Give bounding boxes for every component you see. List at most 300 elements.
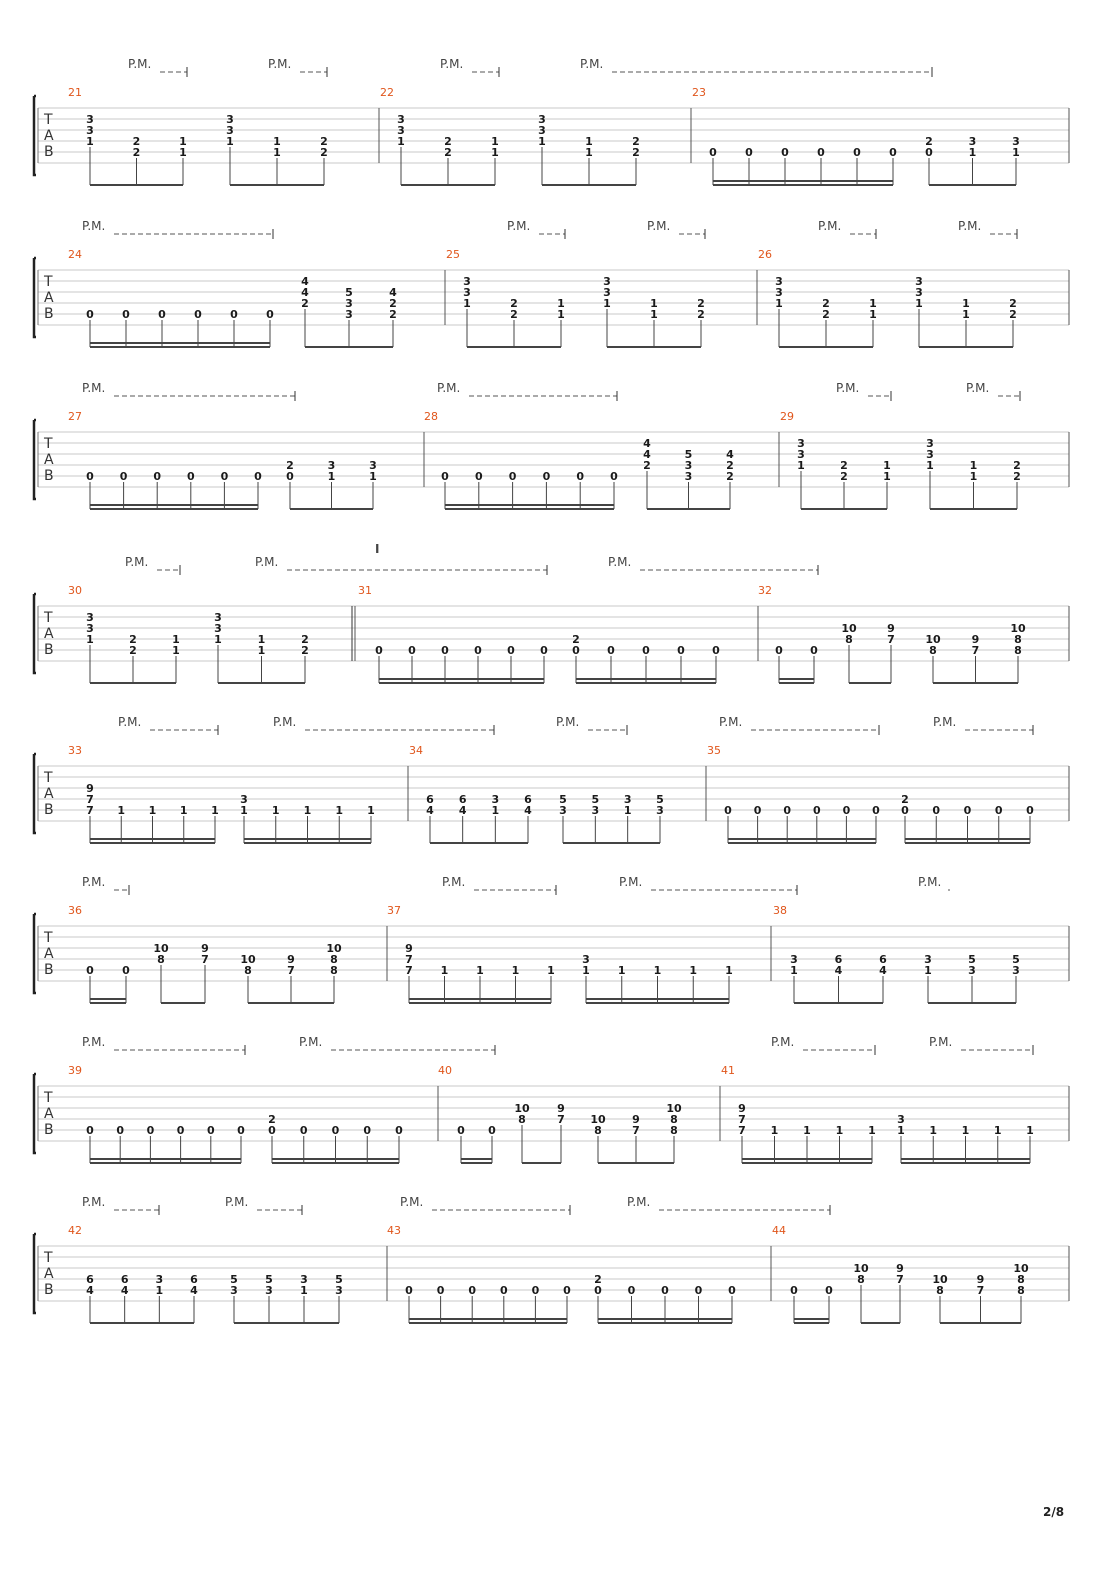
measure-number: 36 [68,904,82,917]
tab-system [34,1035,1069,1163]
fret-number: 2 [129,633,137,646]
fret-number: 0 [694,1284,703,1297]
fret-number: 3 [603,286,611,299]
fret-number: 0 [230,308,238,321]
measure-number: 28 [424,410,438,423]
fret-number: 10 [1013,1262,1029,1275]
fret-number: 9 [201,942,209,955]
fret-number: 1 [962,308,970,321]
fret-number: 8 [1014,633,1022,646]
fret-number: 5 [230,1273,238,1286]
fret-number: 10 [1010,622,1026,635]
fret-number: 8 [670,1113,678,1126]
measure-number: 23 [692,86,706,99]
fret-number: 0 [331,1124,340,1137]
fret-number: 2 [822,308,830,321]
fret-number: 1 [271,804,280,817]
tab-clef-letter: A [44,626,54,642]
fret-number: 9 [557,1102,565,1115]
fret-number: 7 [557,1113,565,1126]
fret-number: 0 [436,1284,445,1297]
fret-number: 0 [775,644,783,657]
fret-number: 2 [901,793,909,806]
tab-system [34,1195,1069,1323]
tab-clef-letter: B [44,1122,54,1138]
fret-number: 2 [510,297,518,310]
fret-number: 0 [405,1284,413,1297]
palm-mute-label: P.M. [719,715,743,729]
fret-number: 9 [632,1113,640,1126]
palm-mute-label: P.M. [82,219,106,233]
measure-number: 42 [68,1224,82,1237]
palm-mute-label: P.M. [556,715,580,729]
fret-number: 3 [538,113,546,126]
fret-number: 3 [591,804,600,817]
system-bracket [34,96,36,175]
fret-number: 8 [330,953,338,966]
fret-number: 4 [458,804,467,817]
measure-number: 35 [707,744,721,757]
fret-number: 1 [585,146,593,159]
fret-number: 1 [117,804,126,817]
fret-number: 1 [868,1124,876,1137]
tab-clef-letter: T [44,436,53,452]
fret-number: 2 [1013,459,1021,472]
fret-number: 9 [971,633,980,646]
fret-number: 0 [507,644,515,657]
fret-number: 3 [684,459,693,472]
tab-system [34,381,1069,509]
fret-number: 1 [211,804,219,817]
fret-number: 3 [226,113,234,126]
fret-number: 0 [268,1124,276,1137]
tab-system [34,57,1069,185]
fret-number: 2 [594,1273,602,1286]
fret-number: 4 [86,1284,94,1297]
fret-number: 2 [132,135,141,148]
measure-number: 32 [758,584,772,597]
fret-number: 10 [153,942,169,955]
fret-number: 0 [572,644,580,657]
palm-mute-label: P.M. [966,381,990,395]
measure-number: 39 [68,1064,82,1077]
fret-number: 1 [257,633,266,646]
fret-number: 4 [879,964,887,977]
measure-number: 40 [438,1064,452,1077]
fret-number: 1 [300,1284,308,1297]
fret-number: 3 [968,964,976,977]
fret-number: 1 [440,964,449,977]
fret-number: 10 [932,1273,948,1286]
fret-number: 1 [929,1124,938,1137]
fret-number: 2 [840,470,848,483]
fret-number: 0 [508,470,517,483]
fret-number: 4 [389,286,397,299]
fret-number: 3 [327,459,336,472]
fret-number: 3 [397,124,405,137]
fret-number: 8 [1017,1273,1025,1286]
fret-number: 1 [491,146,499,159]
tab-clef-letter: B [44,1282,54,1298]
fret-number: 1 [273,135,281,148]
fret-number: 1 [155,1284,164,1297]
fret-number: 9 [86,782,94,795]
fret-number: 9 [405,942,413,955]
palm-mute-label: P.M. [255,555,279,569]
fret-number: 0 [395,1124,403,1137]
fret-number: 0 [254,470,262,483]
fret-number: 7 [896,1273,904,1286]
fret-number: 5 [591,793,600,806]
fret-number: 7 [738,1113,746,1126]
fret-number: 0 [122,964,130,977]
fret-number: 1 [226,135,234,148]
fret-number: 0 [677,644,685,657]
fret-number: 3 [623,793,632,806]
fret-number: 1 [179,804,188,817]
fret-number: 2 [301,644,309,657]
fret-number: 0 [542,470,551,483]
measure-number: 25 [446,248,460,261]
fret-number: 3 [463,286,471,299]
fret-number: 9 [896,1262,904,1275]
fret-number: 8 [518,1113,526,1126]
fret-number: 2 [1009,308,1017,321]
fret-number: 3 [968,135,977,148]
tab-clef-letter: A [44,452,54,468]
measure-number: 21 [68,86,82,99]
fret-number: 4 [301,286,309,299]
system-bracket [34,1074,36,1153]
fret-number: 0 [724,804,732,817]
fret-number: 2 [320,135,328,148]
fret-number: 0 [853,146,861,159]
fret-number: 0 [781,146,789,159]
fret-number: 1 [369,470,377,483]
fret-number: 1 [303,804,312,817]
tab-system [34,219,1069,347]
palm-mute-label: P.M. [82,1035,106,1049]
tab-clef-letter: B [44,962,54,978]
fret-number: 8 [670,1124,678,1137]
fret-number: 4 [120,1284,129,1297]
palm-mute-label: P.M. [627,1195,651,1209]
fret-number: 3 [797,437,805,450]
fret-number: 0 [817,146,825,159]
fret-number: 6 [426,793,434,806]
fret-number: 5 [335,1273,343,1286]
fret-number: 5 [684,448,693,461]
fret-number: 0 [642,644,650,657]
fret-number: 4 [426,804,434,817]
fret-number: 0 [610,470,618,483]
measure-number: 38 [773,904,787,917]
fret-number: 8 [594,1124,602,1137]
fret-number: 1 [993,1124,1002,1137]
fret-number: 8 [845,633,853,646]
fret-number: 10 [240,953,256,966]
fret-number: 0 [286,470,294,483]
fret-number: 1 [86,633,94,646]
fret-number: 8 [1014,644,1022,657]
fret-number: 6 [86,1273,94,1286]
fret-number: 1 [582,964,590,977]
fret-number: 0 [86,308,94,321]
palm-mute-label: P.M. [82,875,106,889]
fret-number: 8 [157,953,165,966]
fret-number: 7 [405,953,413,966]
fret-number: 10 [666,1102,682,1115]
fret-number: 1 [86,135,94,148]
fret-number: 1 [915,297,923,310]
fret-number: 0 [499,1284,508,1297]
measure-number: 41 [721,1064,735,1077]
fret-number: 0 [531,1284,540,1297]
fret-number: 3 [300,1273,308,1286]
palm-mute-label: P.M. [619,875,643,889]
fret-number: 8 [929,644,937,657]
fret-number: 2 [572,633,580,646]
palm-mute-label: P.M. [118,715,142,729]
tab-clef-letter: B [44,468,54,484]
fret-number: 0 [563,1284,571,1297]
fret-number: 1 [257,644,266,657]
fret-number: 0 [812,804,821,817]
fret-number: 1 [883,459,891,472]
fret-number: 8 [330,964,338,977]
fret-number: 1 [585,135,593,148]
tab-clef-letter: T [44,930,53,946]
fret-number: 2 [389,308,397,321]
fret-number: 4 [301,275,309,288]
tab-clef-letter: B [44,642,54,658]
fret-number: 2 [632,146,640,159]
fret-number: 7 [738,1124,746,1137]
fret-number: 3 [775,275,783,288]
tab-clef-letter: T [44,770,53,786]
fret-number: 1 [491,135,499,148]
fret-number: 2 [389,297,397,310]
fret-number: 6 [120,1273,129,1286]
fret-number: 6 [458,793,467,806]
fret-number: 3 [538,124,546,137]
tab-clef-letter: A [44,786,54,802]
palm-mute-label: P.M. [440,57,464,71]
fret-number: 1 [148,804,157,817]
fret-number: 1 [689,964,698,977]
palm-mute-label: P.M. [818,219,842,233]
fret-number: 0 [889,146,897,159]
fret-number: 1 [335,804,344,817]
fret-number: 3 [214,622,222,635]
palm-mute-label: P.M. [268,57,292,71]
fret-number: 5 [559,793,567,806]
measure-number: 43 [387,1224,401,1237]
fret-number: 3 [603,275,611,288]
fret-number: 3 [790,953,798,966]
fret-number: 4 [190,1284,198,1297]
fret-number: 1 [924,964,932,977]
fret-number: 0 [237,1124,245,1137]
fret-number: 6 [879,953,887,966]
fret-number: 6 [190,1273,198,1286]
fret-number: 3 [265,1284,273,1297]
fret-number: 1 [803,1124,811,1137]
tab-clef-letter: T [44,1250,53,1266]
fret-number: 0 [468,1284,477,1297]
fret-number: 0 [86,1124,94,1137]
fret-number: 7 [976,1284,985,1297]
measure-number: 34 [409,744,423,757]
fret-number: 0 [709,146,717,159]
fret-number: 8 [244,964,252,977]
fret-number: 1 [476,964,484,977]
tab-clef-letter: T [44,610,53,626]
fret-number: 1 [273,146,281,159]
measure-number: 44 [772,1224,786,1237]
measure-number: 27 [68,410,82,423]
fret-number: 9 [287,953,295,966]
fret-number: 3 [86,113,94,126]
tab-clef-letter: T [44,1090,53,1106]
fret-number: 0 [176,1124,185,1137]
fret-number: 0 [408,644,416,657]
measure-number: 22 [380,86,394,99]
fret-number: 1 [775,297,783,310]
fret-number: 7 [86,793,94,806]
fret-number: 1 [797,459,805,472]
fret-number: 3 [924,953,932,966]
fret-number: 4 [643,437,651,450]
measure-number: 30 [68,584,82,597]
fret-number: 0 [441,644,449,657]
fret-number: 0 [745,146,753,159]
fret-number: 0 [810,644,818,657]
fret-number: 2 [268,1113,276,1126]
fret-number: 9 [887,622,895,635]
fret-number: 1 [214,633,222,646]
palm-mute-label: P.M. [437,381,461,395]
fret-number: 0 [825,1284,833,1297]
fret-number: 0 [488,1124,496,1137]
page-number: 2/8 [1043,1505,1065,1519]
fret-number: 10 [326,942,342,955]
palm-mute-label: P.M. [125,555,149,569]
fret-number: 1 [962,297,970,310]
fret-number: 3 [214,611,222,624]
fret-number: 0 [186,470,195,483]
fret-number: 7 [405,964,413,977]
fret-number: 0 [872,804,880,817]
fret-number: 0 [206,1124,215,1137]
system-bracket [34,914,36,993]
fret-number: 0 [474,470,483,483]
fret-number: 3 [335,1284,343,1297]
fret-number: 2 [132,146,141,159]
fret-number: 1 [538,135,546,148]
fret-number: 0 [441,470,449,483]
fret-number: 0 [86,470,94,483]
fret-number: 0 [932,804,941,817]
palm-mute-label: P.M. [771,1035,795,1049]
fret-number: 3 [897,1113,905,1126]
fret-number: 0 [457,1124,465,1137]
fret-number: 1 [653,964,662,977]
fret-number: 1 [603,297,611,310]
fret-number: 0 [299,1124,308,1137]
fret-number: 2 [822,297,830,310]
measure-number: 26 [758,248,772,261]
fret-number: 6 [834,953,843,966]
palm-mute-label: P.M. [580,57,604,71]
fret-number: 2 [320,146,328,159]
fret-number: 2 [632,135,640,148]
fret-number: 0 [576,470,585,483]
palm-mute-label: P.M. [958,219,982,233]
measure-number: 24 [68,248,82,261]
fret-number: 2 [840,459,848,472]
fret-number: 3 [86,611,94,624]
fret-number: 1 [835,1124,844,1137]
palm-mute-label: P.M. [82,381,106,395]
fret-number: 1 [557,308,565,321]
fret-number: 0 [712,644,720,657]
fret-number: 9 [976,1273,985,1286]
measure-number: 29 [780,410,794,423]
palm-mute-label: P.M. [442,875,466,889]
fret-number: 4 [834,964,843,977]
palm-mute-label: P.M. [299,1035,323,1049]
fret-number: 8 [1017,1284,1025,1297]
system-bracket [34,594,36,673]
fret-number: 1 [869,297,877,310]
palm-mute-label: P.M. [918,875,942,889]
fret-number: 0 [86,964,94,977]
fret-number: 1 [511,964,520,977]
fret-number: 0 [146,1124,155,1137]
palm-mute-label: P.M. [273,715,297,729]
fret-number: 3 [559,804,567,817]
fret-number: 0 [119,470,128,483]
fret-number: 1 [240,804,248,817]
fret-number: 1 [172,633,180,646]
fret-number: 0 [116,1124,125,1137]
fret-number: 0 [594,1284,602,1297]
fret-number: 0 [661,1284,669,1297]
fret-number: 0 [220,470,229,483]
fret-number: 0 [842,804,851,817]
fret-number: 3 [582,953,590,966]
tab-clef-letter: B [44,144,54,160]
fret-number: 1 [179,146,187,159]
palm-mute-label: P.M. [647,219,671,233]
fret-number: 0 [194,308,202,321]
fret-number: 7 [971,644,980,657]
tab-system [34,875,1069,1003]
tab-clef-letter: A [44,1266,54,1282]
fret-number: 1 [969,459,978,472]
fret-number: 0 [925,146,933,159]
fret-number: 1 [926,459,934,472]
tab-clef-letter: A [44,128,54,144]
fret-number: 3 [345,297,353,310]
fret-number: 2 [444,146,452,159]
fret-number: 5 [968,953,976,966]
fret-number: 1 [547,964,555,977]
palm-mute-label: P.M. [929,1035,953,1049]
fret-number: 1 [623,804,632,817]
fret-number: 5 [1012,953,1020,966]
